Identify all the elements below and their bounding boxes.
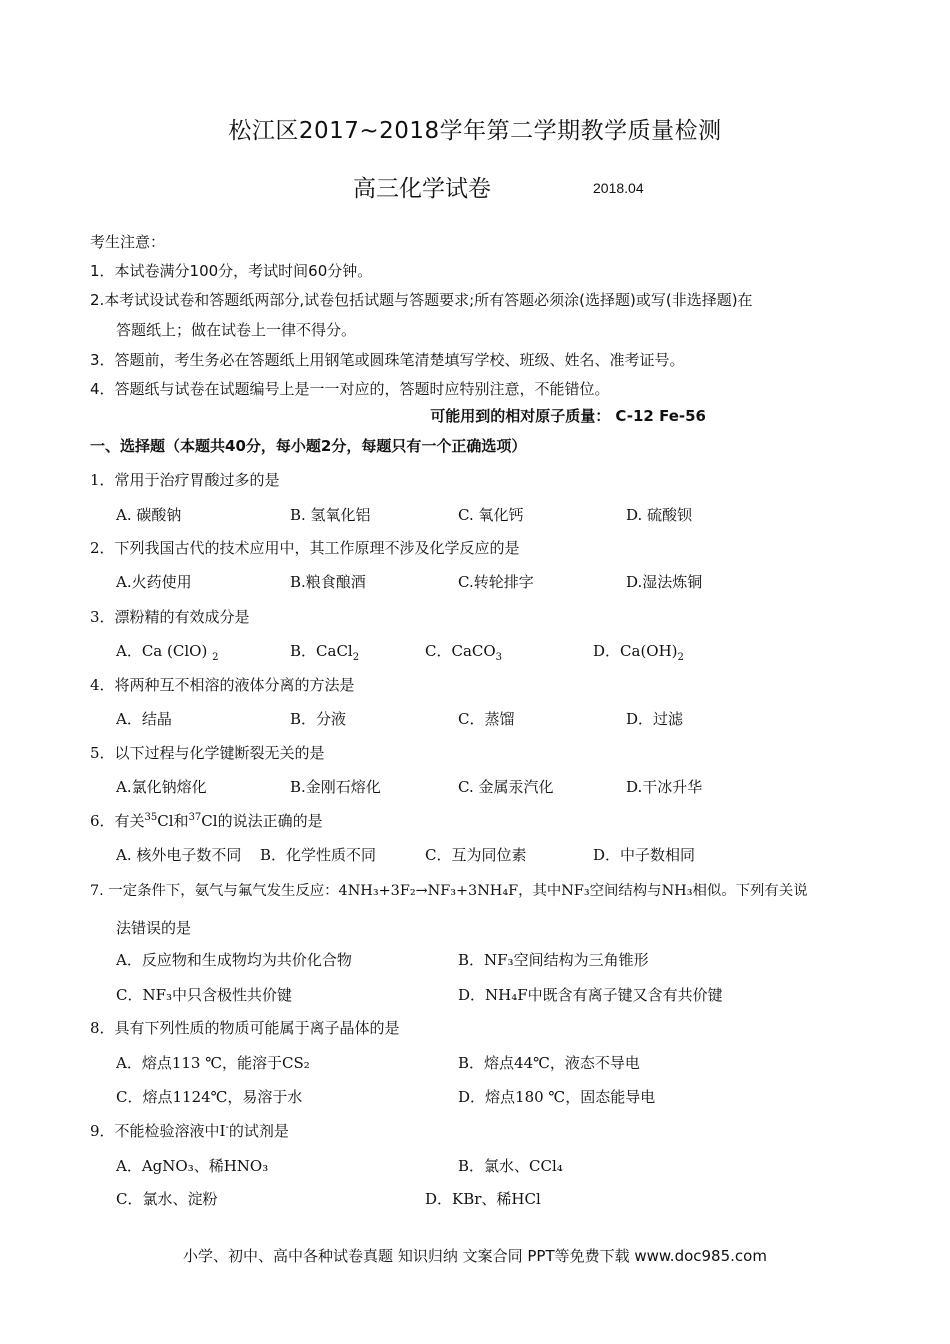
section-heading: 一、选择题（本题共40分，每小题2分，每题只有一个正确选项） <box>90 437 527 455</box>
question-4-option-b: B．分液 <box>290 710 347 728</box>
question-1-option-c: C. 氧化钙 <box>458 506 524 524</box>
question-5-stem: 5．以下过程与化学键断裂无关的是 <box>90 744 325 762</box>
question-8-option-a: A．熔点113 ℃，能溶于CS₂ <box>116 1054 310 1072</box>
question-7-option-d: D．NH₄F中既含有离子键又含有共价键 <box>458 986 723 1004</box>
question-9-option-d: D．KBr、稀HCl <box>425 1190 541 1208</box>
question-9-option-b: B．氯水、CCl₄ <box>458 1157 563 1175</box>
question-1-option-d: D. 硫酸钡 <box>626 506 693 524</box>
question-2-option-b: B.粮食酿酒 <box>290 573 366 591</box>
question-3-option-c: C．CaCO$_3$ <box>425 642 503 663</box>
question-6-stem: 6．有关$^{35}$Cl和$^{37}$Cl的说法正确的是 <box>90 812 323 830</box>
question-3-stem: 3．漂粉精的有效成分是 <box>90 608 250 626</box>
question-8-stem: 8．具有下列性质的物质可能属于离子晶体的是 <box>90 1019 400 1037</box>
question-6-option-c: C．互为同位素 <box>425 846 527 864</box>
question-7-option-b: B．NF₃空间结构为三角锥形 <box>458 951 649 969</box>
question-5-option-a: A.氯化钠熔化 <box>116 778 207 796</box>
exam-subtitle: 高三化学试卷 <box>353 176 491 202</box>
atomic-mass-note: 可能用到的相对原子质量： C-12 Fe-56 <box>430 407 706 425</box>
question-7-stem: 7. 一定条件下，氨气与氟气发生反应：4NH₃+3F₂→NF₃+3NH₄F，其中NF₃空间结构与NH₃相似。下列有关说 <box>90 883 808 899</box>
question-2-stem: 2．下列我国古代的技术应用中，其工作原理不涉及化学反应的是 <box>90 539 520 557</box>
question-2-option-a: A.火药使用 <box>116 573 192 591</box>
page-footer: 小学、初中、高中各种试卷真题 知识归纳 文案合同 PPT等免费下载 www.doc985.com <box>183 1247 767 1265</box>
question-3-option-b: B．CaCl$_2$ <box>290 642 360 663</box>
question-3-option-d: D．$Ca(OH)_2$ <box>593 642 684 663</box>
exam-date: 2018.04 <box>593 180 644 196</box>
question-3-option-a: A．Ca (ClO) $_2$ <box>116 642 219 663</box>
question-9-option-a: A．AgNO₃、稀HNO₃ <box>116 1157 269 1175</box>
question-9-stem: 9．不能检验溶液中I-的试剂是 <box>90 1122 289 1140</box>
question-1-stem: 1．常用于治疗胃酸过多的是 <box>90 471 280 489</box>
question-1-option-a: A. 碳酸钠 <box>116 506 182 524</box>
notice-heading: 考生注意： <box>90 233 166 251</box>
question-5-option-c: C. 金属汞汽化 <box>458 778 554 796</box>
question-5-option-d: D.干冰升华 <box>626 778 703 796</box>
question-9-option-c: C．氯水、淀粉 <box>116 1190 218 1208</box>
question-4-option-d: D．过滤 <box>626 710 684 728</box>
question-8-option-d: D．熔点180 ℃，固态能导电 <box>458 1088 656 1106</box>
exam-title: 松江区2017~2018学年第二学期教学质量检测 <box>228 118 722 144</box>
question-7-stem-cont: 法错误的是 <box>116 919 192 937</box>
question-8-option-c: C．熔点1124℃，易溶于水 <box>116 1088 303 1106</box>
notice-item-2: 2.本考试设试卷和答题纸两部分,试卷包括试题与答题要求;所有答题必须涂(选择题)或写(非选择题)在 <box>90 291 753 309</box>
question-4-option-c: C．蒸馏 <box>458 710 515 728</box>
question-2-option-c: C.转轮排字 <box>458 573 534 591</box>
question-7-option-a: A．反应物和生成物均为共价化合物 <box>116 951 352 969</box>
question-7-option-c: C．NF₃中只含极性共价键 <box>116 986 293 1004</box>
question-2-option-d: D.湿法炼铜 <box>626 573 703 591</box>
notice-item-3: 3．答题前，考生务必在答题纸上用钢笔或圆珠笔清楚填写学校、班级、姓名、准考证号。 <box>90 351 685 369</box>
question-8-option-b: B．熔点44℃，液态不导电 <box>458 1054 640 1072</box>
question-6-option-d: D．中子数相同 <box>593 846 696 864</box>
question-6-option-b: B．化学性质不同 <box>260 846 377 864</box>
question-1-option-b: B. 氢氧化铝 <box>290 506 371 524</box>
question-5-option-b: B.金刚石熔化 <box>290 778 381 796</box>
question-6-option-a: A. 核外电子数不同 <box>116 846 242 864</box>
notice-item-1: 1．本试卷满分100分，考试时间60分钟。 <box>90 262 373 280</box>
question-4-option-a: A．结晶 <box>116 710 172 728</box>
question-4-stem: 4．将两种互不相溶的液体分离的方法是 <box>90 676 355 694</box>
notice-item-4: 4．答题纸与试卷在试题编号上是一一对应的，答题时应特别注意，不能错位。 <box>90 380 610 398</box>
notice-item-2-cont: 答题纸上；做在试卷上一律不得分。 <box>116 321 357 339</box>
